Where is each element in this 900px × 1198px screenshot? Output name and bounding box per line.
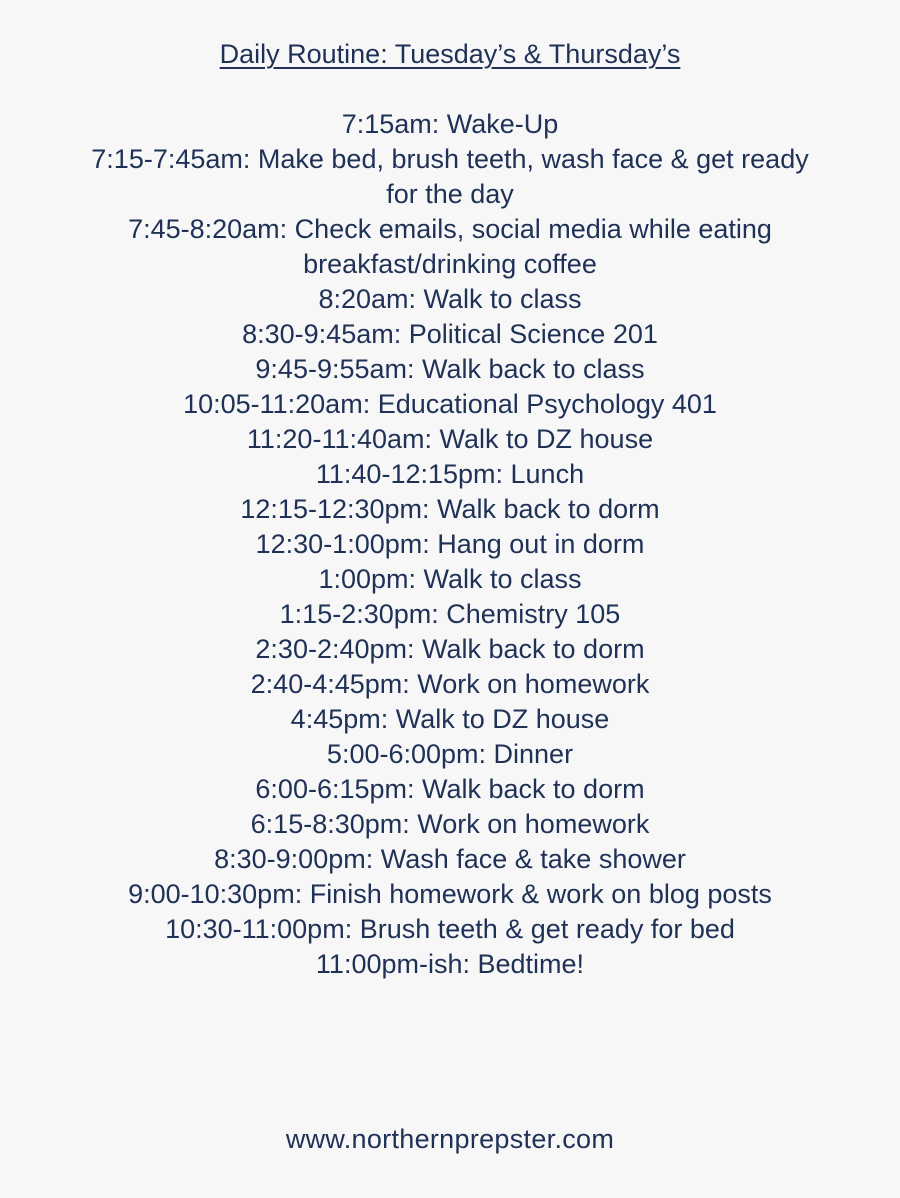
schedule-item: 12:15-12:30pm: Walk back to dorm	[240, 494, 660, 524]
schedule-item: 8:20am: Walk to class	[318, 284, 582, 314]
schedule-item: 7:45-8:20am: Check emails, social media while eating breakfast/drinking coffee	[128, 214, 772, 279]
schedule-item: 9:00-10:30pm: Finish homework & work on blog posts	[128, 879, 772, 909]
schedule-item: 1:15-2:30pm: Chemistry 105	[279, 599, 621, 629]
schedule-item: 7:15-7:45am: Make bed, brush teeth, wash face & get ready for the day	[91, 144, 809, 209]
schedule-item: 6:15-8:30pm: Work on homework	[250, 809, 650, 839]
schedule-item: 11:40-12:15pm: Lunch	[315, 459, 585, 489]
website-url: www.northernprepster.com	[285, 1124, 615, 1154]
schedule-item: 12:30-1:00pm: Hang out in dorm	[255, 529, 645, 559]
schedule-item: 2:30-2:40pm: Walk back to dorm	[255, 634, 645, 664]
schedule-item: 11:00pm-ish: Bedtime!	[315, 949, 585, 979]
schedule-item: 10:05-11:20am: Educational Psychology 401	[183, 389, 717, 419]
schedule-item: 1:00pm: Walk to class	[318, 564, 582, 594]
schedule-item: 6:00-6:15pm: Walk back to dorm	[255, 774, 645, 804]
page-title: Daily Routine: Tuesday’s & Thursday’s	[219, 39, 681, 69]
schedule-item: 8:30-9:00pm: Wash face & take shower	[214, 844, 686, 874]
schedule-item: 8:30-9:45am: Political Science 201	[242, 319, 658, 349]
schedule-item: 11:20-11:40am: Walk to DZ house	[246, 424, 654, 454]
schedule-item: 4:45pm: Walk to DZ house	[290, 704, 610, 734]
schedule-item: 10:30-11:00pm: Brush teeth & get ready for bed	[165, 914, 735, 944]
schedule-item: 9:45-9:55am: Walk back to class	[255, 354, 645, 384]
schedule-list	[90, 107, 810, 982]
schedule-item: 5:00-6:00pm: Dinner	[326, 739, 574, 769]
schedule-item: 2:40-4:45pm: Work on homework	[250, 669, 650, 699]
schedule-item: 7:15am: Wake-Up	[341, 109, 559, 139]
